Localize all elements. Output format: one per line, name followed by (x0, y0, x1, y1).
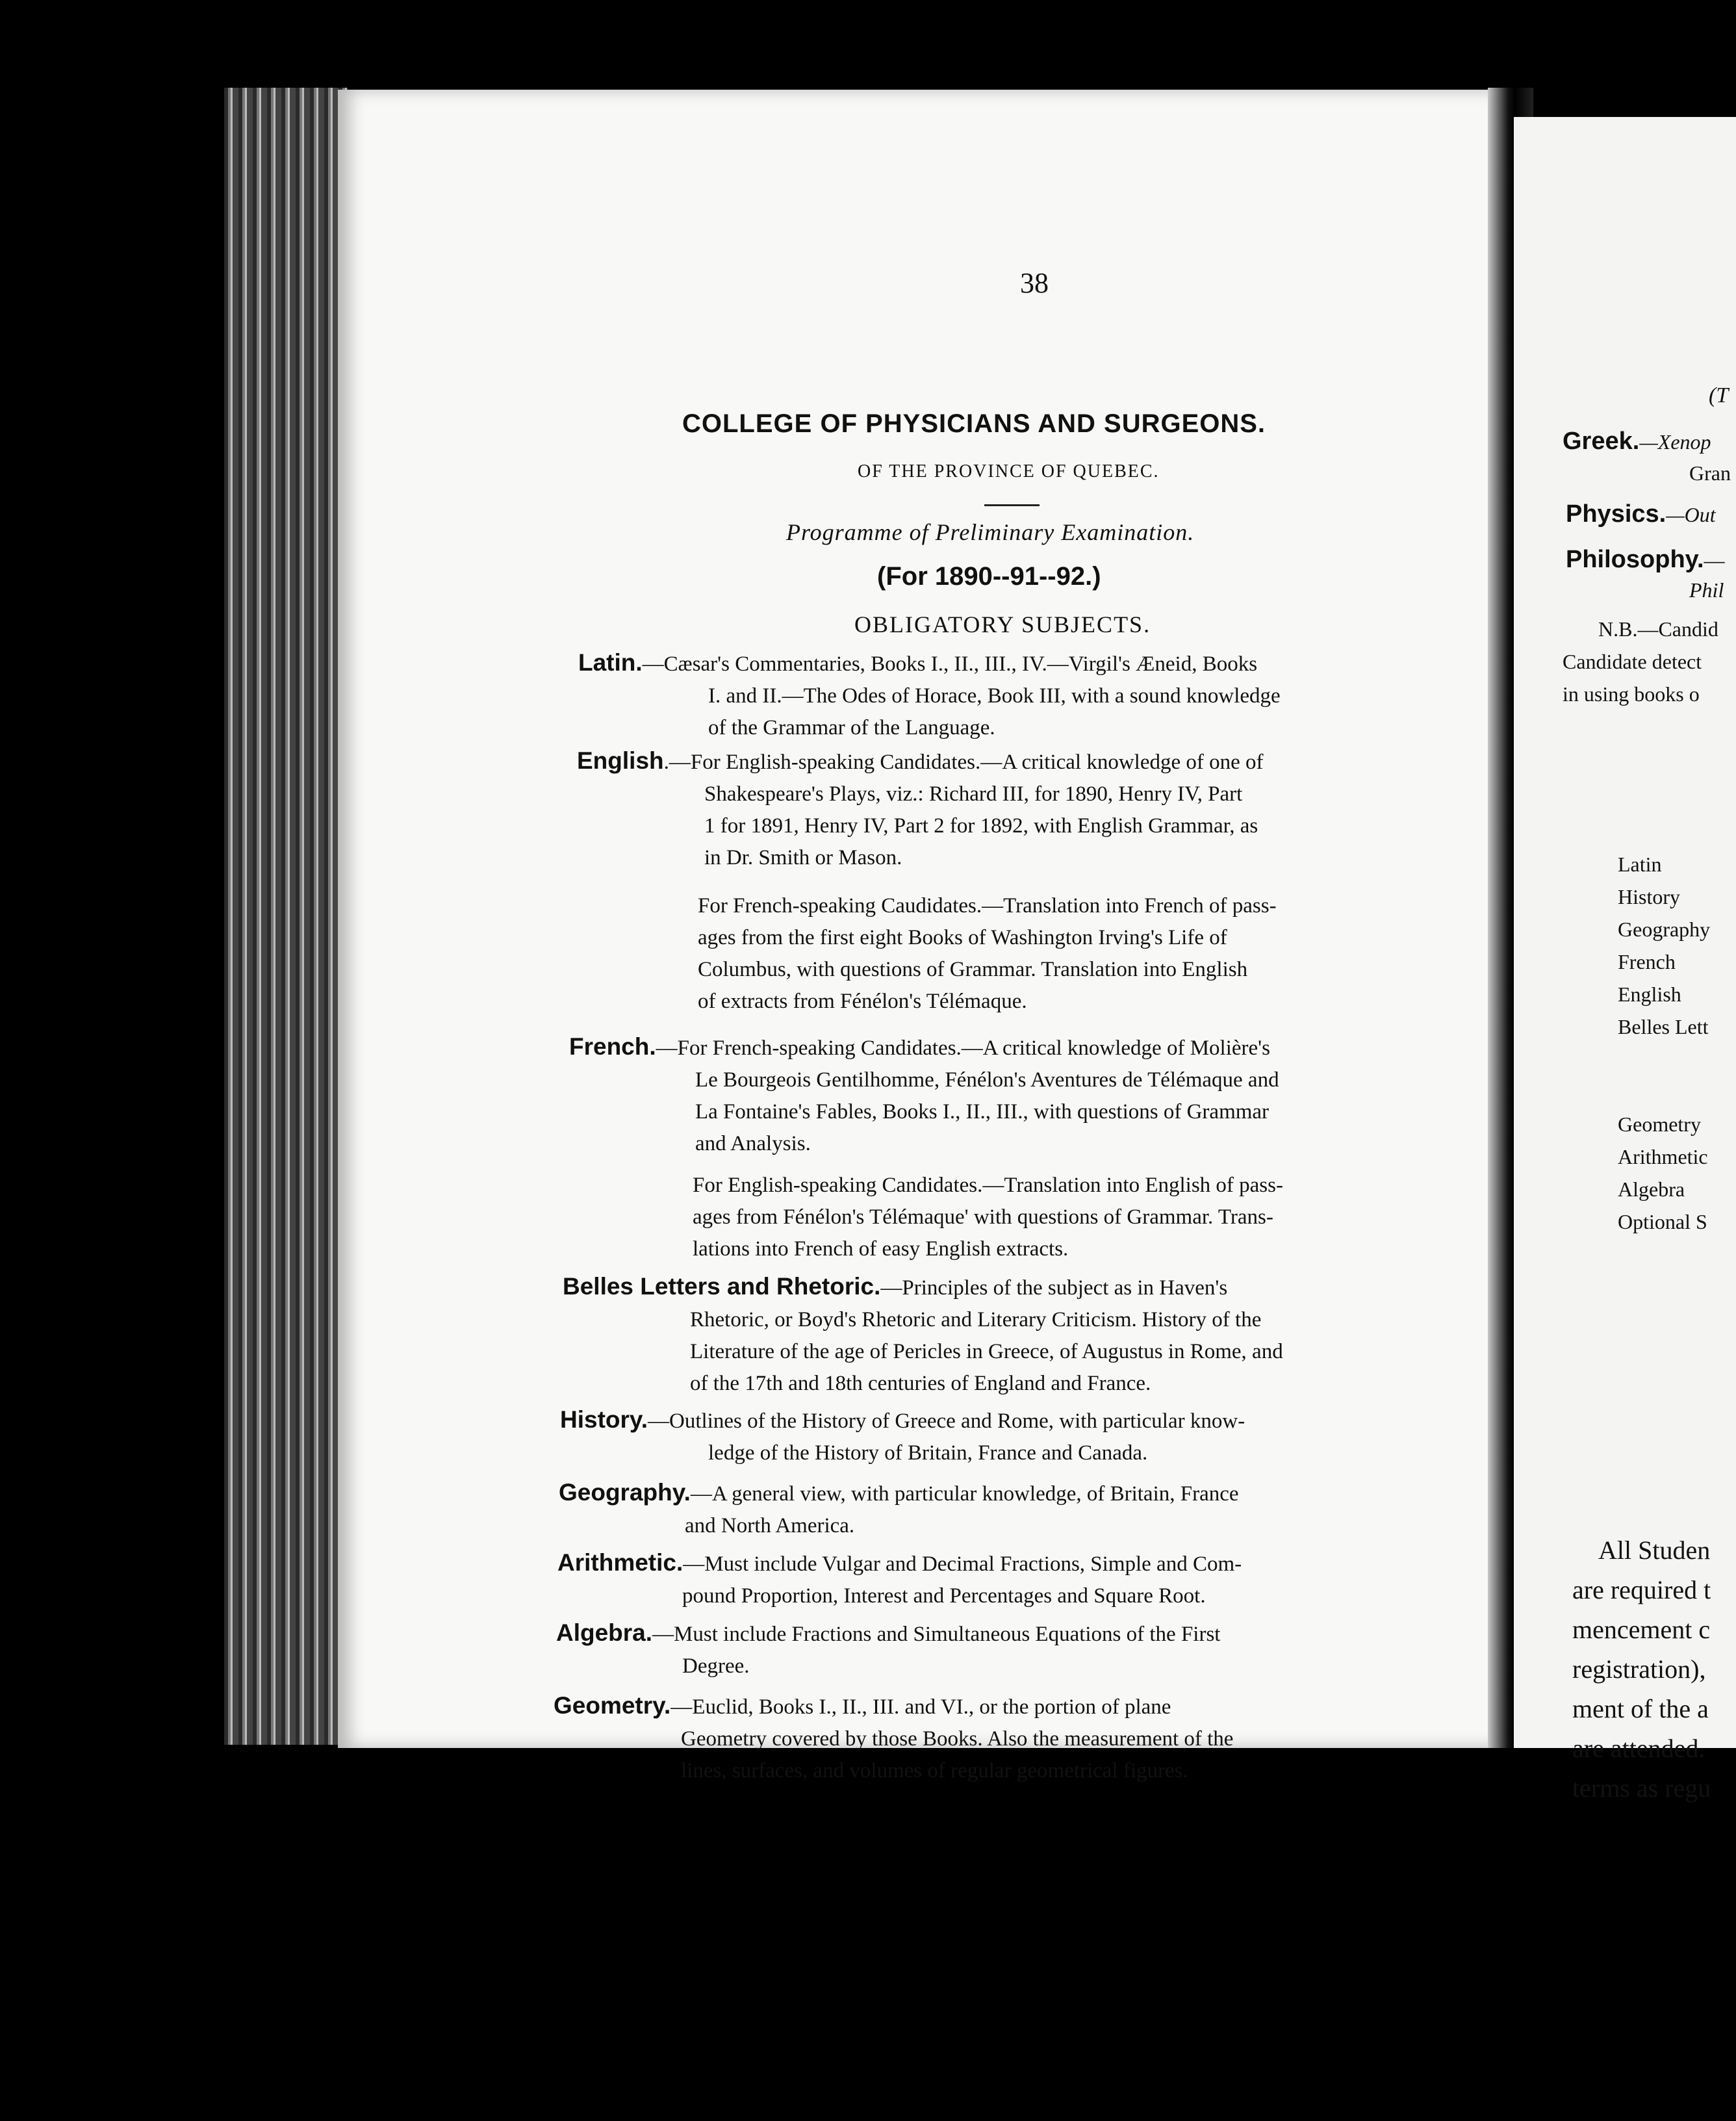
subject-line: —Must include Vulgar and Decimal Fractions, Simple and Com- (683, 1552, 1242, 1576)
page-subtitle: OF THE PROVINCE OF QUEBEC. (858, 461, 1160, 482)
subject-line: —Must include Fractions and Simultaneous Equations of the First (652, 1623, 1221, 1646)
note-line: ages from the first eight Books of Washington Irving's Life of (698, 926, 1227, 949)
subject-head: Arithmetic. (557, 1549, 683, 1576)
subject-french-note (693, 1170, 1283, 1265)
subject-line: ledge of the History of Britain, France and Canada. (708, 1441, 1148, 1465)
subject-line: in Dr. Smith or Mason. (704, 846, 902, 869)
subject-line: La Fontaine's Fables, Books I., II., III., with questions of Grammar (695, 1100, 1270, 1124)
subject-line: —Cæsar's Commentaries, Books I., II., III., IV.—Virgil's Æneid, Books (642, 652, 1258, 676)
note-line: of extracts from Fénélon's Télémaque. (698, 990, 1027, 1013)
subject-french (569, 1031, 1453, 1160)
subject-line: Geometry covered by those Books. Also the measurement of the (681, 1727, 1234, 1751)
right-subject: Philosophy.— (1566, 546, 1725, 573)
subject-belles-letters (563, 1270, 1446, 1400)
subject-line: —Principles of the subject as in Haven's (880, 1276, 1228, 1300)
right-subject: Physics.—Out (1566, 500, 1716, 528)
right-subject-line: Phil (1689, 578, 1724, 602)
divider (984, 504, 1040, 506)
right-nb-line: in using books o (1563, 682, 1700, 706)
subject-line: .—For English-speaking Candidates.—A critical knowledge of one of (663, 751, 1264, 774)
years-heading: (For 1890--91--92.) (877, 562, 1101, 591)
subject-line: Literature of the age of Pericles in Greece, of Augustus in Rome, and (690, 1340, 1283, 1363)
subject-head: Latin. (578, 649, 643, 676)
subject-line: pound Proportion, Interest and Percentages and Square Root. (682, 1584, 1206, 1608)
subject-head: History. (560, 1406, 648, 1433)
right-list-1: Latin History Geography French English Belles Lett (1618, 853, 1711, 1038)
subject-line: —A general view, with particular knowledge, of Britain, France (690, 1482, 1239, 1506)
right-top-fragment: (T (1709, 383, 1729, 407)
subject-line: lines, surfaces, and volumes of regular geometrical figures. (681, 1759, 1188, 1782)
subject-line: I. and II.—The Odes of Horace, Book III, with a sound knowledge (708, 684, 1281, 708)
subject-arithmetic (557, 1547, 1441, 1612)
subject-line: —Outlines of the History of Greece and Rome, with particular know- (648, 1409, 1245, 1433)
note-line: For French-speaking Caudidates.—Translation into French of pass- (698, 894, 1277, 918)
subject-line: —For French-speaking Candidates.—A critical knowledge of Molière's (656, 1036, 1270, 1060)
subject-line: of the Grammar of the Language. (708, 716, 995, 739)
subject-line: and Analysis. (695, 1132, 811, 1155)
subject-geometry (554, 1690, 1437, 1787)
subject-algebra (556, 1617, 1440, 1682)
subject-head: French. (569, 1033, 656, 1060)
right-subject-line: Gran (1689, 461, 1731, 485)
right-list-2: Geometry Arithmetic Algebra Optional S (1618, 1112, 1708, 1233)
note-line: ages from Fénélon's Télémaque' with questions of Grammar. Trans- (693, 1205, 1273, 1229)
right-nb-line: Candidate detect (1563, 650, 1702, 673)
programme-title: Programme of Preliminary Examination. (786, 519, 1195, 545)
page-number: 38 (1020, 267, 1049, 299)
subject-line: and North America. (685, 1514, 855, 1537)
subject-line: Shakespeare's Plays, viz.: Richard III, for 1890, Henry IV, Part (704, 782, 1243, 806)
subject-history (560, 1404, 1444, 1469)
subject-english (577, 745, 1461, 874)
subject-head: Algebra. (556, 1619, 653, 1646)
subject-line: Rhetoric, or Boyd's Rhetoric and Literary Criticism. History of the (690, 1308, 1262, 1331)
subject-latin (578, 647, 1462, 744)
subject-head: Geography. (559, 1479, 691, 1506)
right-nb-line: N.B.—Candid (1598, 617, 1718, 641)
subject-head: English (577, 747, 664, 774)
subject-line: of the 17th and 18th centuries of England and France. (690, 1372, 1151, 1395)
book-page-edges (224, 88, 348, 1745)
subject-head: Belles Letters and Rhetoric. (563, 1273, 881, 1300)
subject-english-note (698, 890, 1277, 1018)
right-subject: Greek.—Xenop (1563, 428, 1711, 455)
note-line: Columbus, with questions of Grammar. Translation into English (698, 958, 1248, 981)
section-heading: OBLIGATORY SUBJECTS. (854, 611, 1151, 637)
subject-line: Le Bourgeois Gentilhomme, Fénélon's Aventures de Télémaque and (695, 1068, 1279, 1092)
right-page (1514, 117, 1736, 1803)
right-paragraph: All Studen are required t mencement c registration), ment of the a are attended. terms as regu (1572, 1536, 1711, 1803)
subject-line: Degree. (682, 1654, 750, 1678)
page-title: COLLEGE OF PHYSICIANS AND SURGEONS. (682, 409, 1266, 438)
note-line: lations into French of easy English extracts. (693, 1237, 1069, 1261)
subject-line: —Euclid, Books I., II., III. and VI., or the portion of plane (670, 1695, 1171, 1719)
subject-line: 1 for 1891, Henry IV, Part 2 for 1892, with English Grammar, as (704, 814, 1258, 838)
subject-head: Geometry. (554, 1692, 671, 1719)
subject-geography (559, 1476, 1442, 1542)
note-line: For English-speaking Candidates.—Translation into English of pass- (693, 1174, 1283, 1197)
